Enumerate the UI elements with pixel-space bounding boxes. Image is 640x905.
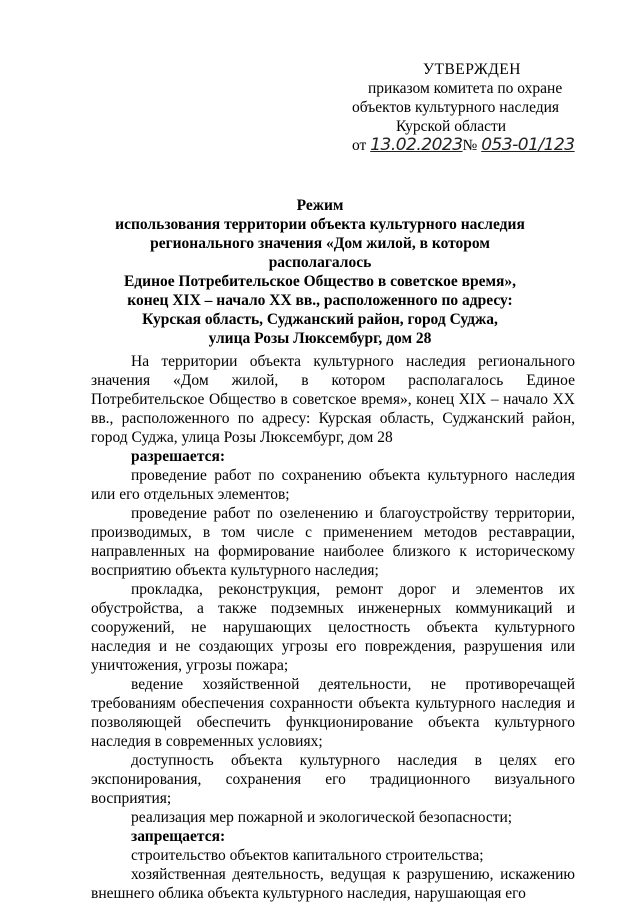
handwritten-number: 053-01/123	[481, 135, 575, 155]
document-body	[91, 352, 575, 903]
forbidden-item: строительство объектов капитального строительства;	[131, 847, 484, 864]
number-label: №	[462, 137, 478, 154]
document-heading	[100, 196, 540, 348]
allowed-item: доступность объекта культурного наследия в целях его экспонирования, сохранения его традиционного визуального восприятия;	[91, 752, 575, 807]
approval-title: УТВЕРЖДЕН	[423, 61, 521, 78]
approval-date-number	[352, 136, 612, 155]
approval-line-2: объектов культурного наследия	[352, 99, 560, 116]
handwritten-date: 13.02.2023	[370, 135, 463, 155]
forbidden-label: запрещается:	[131, 828, 226, 845]
approval-line-3: Курской области	[396, 118, 507, 135]
heading-line: использования территории объекта культурного наследия	[115, 216, 525, 233]
heading-line: Курская область, Суджанский район, город Суджа,	[142, 311, 498, 328]
heading-line: Режим	[296, 197, 344, 214]
from-label: от	[352, 137, 367, 154]
intro-paragraph: На территории объекта культурного наследия регионального значения «Дом жилой, в котором располагалось Единое Потребительское Общество в советское время», конец XIX – начало XX вв., расположенного по адресу: Курская область, Суджанский район, город Суджа, улица Розы Люксембург, дом 28	[91, 353, 575, 446]
allowed-item: реализация мер пожарной и экологической безопасности;	[131, 809, 513, 826]
approval-line-1: приказом комитета по охране	[368, 80, 563, 97]
allowed-item: проведение работ по озеленению и благоустройству территории, производимых, в том числе с применением методов реставрации, направленных на формирование наиболее близкого к историческому восприятию объекта культурного наследия;	[91, 505, 575, 579]
approval-block	[352, 60, 612, 155]
forbidden-item: хозяйственная деятельность, ведущая к разрушению, искажению внешнего облика объекта культурного наследия, нарушающая его	[91, 866, 575, 902]
allowed-item: проведение работ по сохранению объекта культурного наследия или его отдельных элементов;	[91, 467, 575, 503]
allowed-item: ведение хозяйственной деятельности, не противоречащей требованиям обеспечения сохранности объекта культурного наследия и позволяющей обеспечить функционирование объекта культурного наследия в современных условиях;	[91, 676, 575, 750]
allowed-label: разрешается:	[131, 448, 226, 465]
heading-line: улица Розы Люксембург, дом 28	[208, 330, 432, 347]
heading-line: Единое Потребительское Общество в советское время»,	[123, 273, 517, 290]
heading-line: конец XIX – начало XX вв., расположенного по адресу:	[127, 292, 513, 309]
allowed-item: прокладка, реконструкция, ремонт дорог и элементов их обустройства, а также подземных инженерных коммуникаций и сооружений, не нарушающих целостность объекта культурного наследия и не создающих угрозы его повреждения, разрушения или уничтожения, угрозы пожара;	[91, 581, 575, 674]
heading-line: регионального значения «Дом жилой, в котором располагалось	[150, 235, 490, 271]
